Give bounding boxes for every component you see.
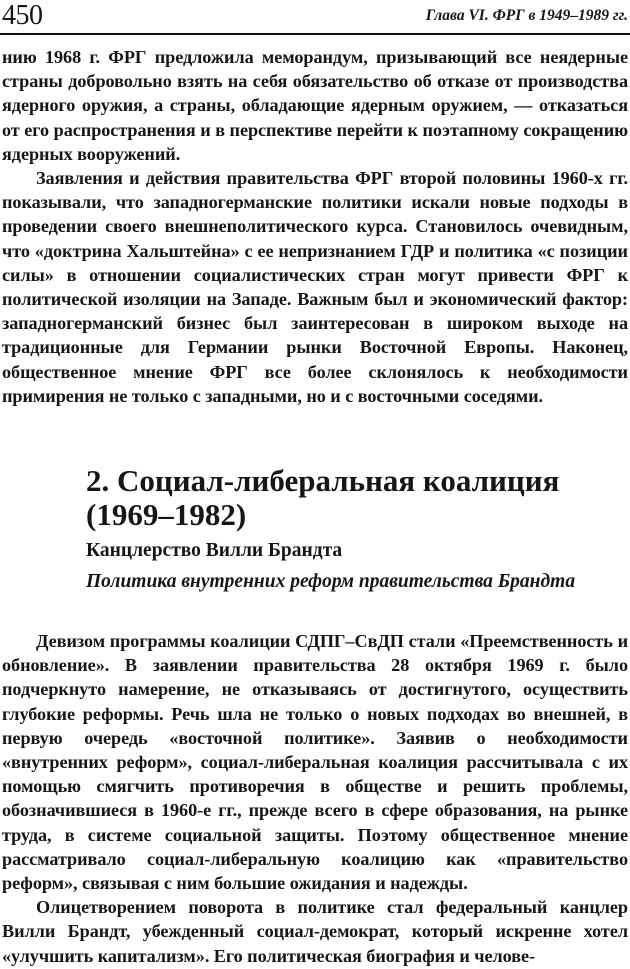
body-text-bottom xyxy=(2,629,628,968)
paragraph: Девизом программы коалиции СДПГ–СвДП стали «Преемственность и обновление». В заявлении правительства 28 октября 1969 г. было подчеркнуто намерение, не отказываясь от достигнутого, осуществить глубокие реформы. Речь шла не только о новых подходах во внешней, в первую очередь «восточной политике». Заявив о необходимости «внутренних реформ», социал-либеральная коалиция рассчитывала с их помощью смягчить противоречия в обществе и решить проблемы, обозначившиеся в 1960-е гг., прежде всего в сфере образования, на рынке труда, в системе социальной защиты. Поэтому общественное мнение рассматривало социал-либеральную коалицию как «правительство реформ», связывая с ним большие ожидания и надежды. xyxy=(2,631,628,894)
running-title: Глава VI. ФРГ в 1949–1989 гг. xyxy=(425,7,628,24)
header-rule xyxy=(0,33,630,35)
page-number: 450 xyxy=(2,0,43,31)
paragraph: Заявления и действия правительства ФРГ второй половины 1960-х гг. показывали, что западногерманские политики искали новые подходы в проведении своего внешнеполитического курса. Становилось очевидным, что «доктрина Хальштейна» с ее непризнанием ГДР и политика «с позиции силы» в отношении социалистических стран могут привести ФРГ к политической изоляции на Западе. Важным был и экономический фактор: западногерманский бизнес был заинтересован в широком выходе на традиционные для Германии рынки Восточной Европы. Наконец, общественное мнение ФРГ все более склонялось к необходимости примирения не только с западными, но и с восточными соседями. xyxy=(2,168,628,406)
page-header xyxy=(0,0,630,40)
body-text-top xyxy=(2,45,628,408)
sub-subheading: Политика внутренних реформ правительства Брандта xyxy=(86,571,576,592)
section-heading: 2. Социал-либеральная коалиция (1969–1982) xyxy=(86,463,560,532)
subheading: Канцлерство Вилли Брандта xyxy=(86,540,343,561)
paragraph-continued: нию 1968 г. ФРГ предложила меморандум, призывающий все неядерные страны добровольно взять на себя обязательство об отказе от производства ядерного оружия, а страны, обладающие ядерным оружием, — отказаться от его распространения и в перспективе перейти к поэтапному сокращению ядерных вооружений. xyxy=(2,47,628,164)
paragraph: Олицетворением поворота в политике стал федеральный канцлер Вилли Брандт, убежденный социал-демократ, который искренне хотел «улучшить капитализм». Его политическая биография и челове- xyxy=(2,897,628,966)
